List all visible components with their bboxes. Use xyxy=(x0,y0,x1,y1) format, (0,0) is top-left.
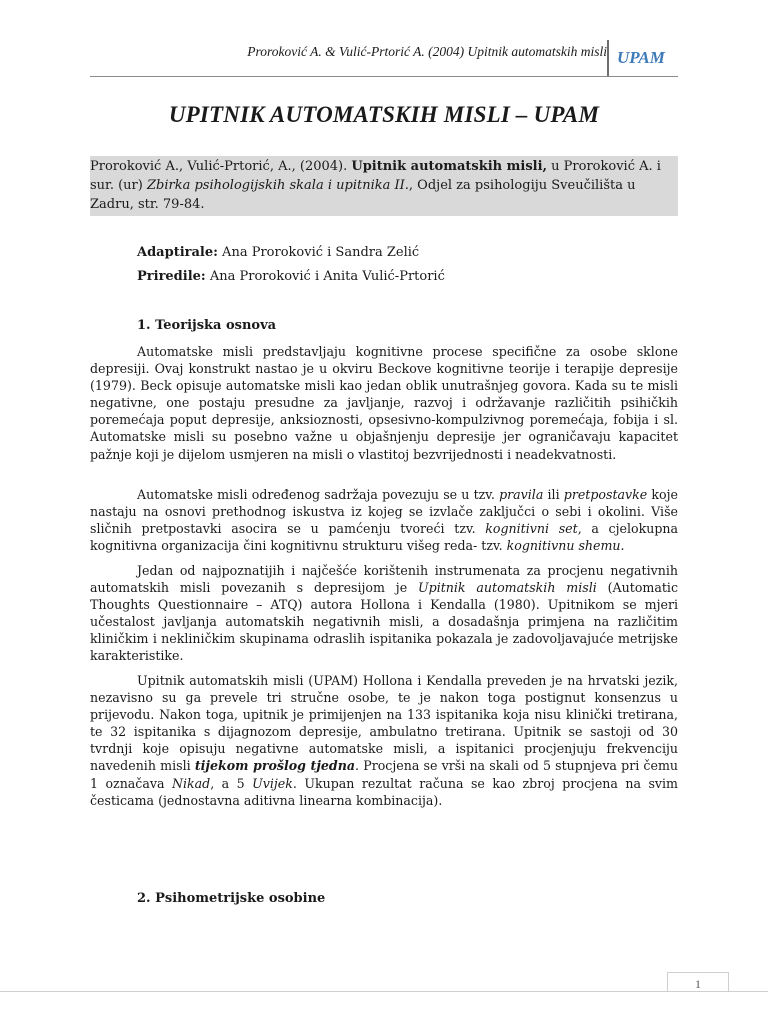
p4-term-tijekom: tijekom prošlog tjedna xyxy=(194,758,356,774)
header-rule xyxy=(90,76,678,77)
p2-term-pretpostavke: pretpostavke xyxy=(563,487,648,502)
p3-text-b: (Automatic Thoughts Questionnaire – ATQ) autora Hollona i Kendalla (1980). Upitnikom se mjeri učestalost javljanja automatskih negativnih misli, a dosadašnja primjena na različitim kliničkim i nekliničkim skupinama odraslih ispitanika pokazala je zadovoljavajuće metrijske karakteristike. xyxy=(90,580,678,664)
p3-term-upitnik: Upitnik automatskih misli xyxy=(418,580,597,596)
footer-rule xyxy=(0,991,768,992)
paragraph-1: Automatske misli predstavljaju kognitivne procese specifične za osobe sklone depresiji. Ovaj konstrukt nastao je u okviru Beckove kognitivne teorije i terapije depresije (1979). Beck opisuje automatske misli kao jedan oblik unutrašnjeg govora. Kada su te misli negativne, one postaju presudne za javljanje, razvoj i održavanje različitih psihičkih poremećaja poput depresije, anksioznosti, opsesivno-kompulzivnog poremećaja, fobija i sl. Automatske misli su posebno važne u objašnjenju depresije jer ograničavaju kapacitet pažnje koji je dijelom usmjeren na misli o vlastitoj bezvrijednosti i neadekvatnosti. xyxy=(90,344,678,462)
p2-text-c: koje nastaju na osnovi prethodnog iskustva iz kojeg se izvlače zaključci o sebi i okolini. Više sličnih pretpostavki asocira se u pamćenju tvoreći tzv. xyxy=(90,487,678,537)
p2-term-pravila: pravila xyxy=(499,487,544,502)
citation-rest: , Odjel za psihologiju Sveučilišta u Zadru, str. 79-84. xyxy=(90,178,636,212)
citation-work-title: Upitnik automatskih misli, xyxy=(351,159,548,174)
citation-book: Zbirka psihologijskih skala i upitnika II. xyxy=(146,178,409,193)
p2-term-kognitivni-set: kognitivni set xyxy=(485,521,578,537)
paragraph-4 xyxy=(90,672,678,809)
paragraph-2 xyxy=(90,486,678,554)
p4-text-d: . Ukupan rezultat računa se kao zbroj procjena na svim česticama (jednostavna aditivna linearna kombinacija). xyxy=(90,775,678,808)
p4-term-uvijek: Uvijek xyxy=(252,775,293,791)
citation-block xyxy=(90,156,678,216)
credit-prepared-label: Priredile: xyxy=(137,269,206,284)
p4-text-b: . Procjena se vrši na skali od 5 stupnjeva pri čemu 1 označava xyxy=(90,758,678,791)
section-heading-psychometric: 2. Psihometrijske osobine xyxy=(137,891,326,906)
p2-text-d: , a cjelokupna kognitivna organizacija čini kognitivnu strukturu višeg reda- tzv. xyxy=(90,521,678,554)
citation-middle: u Proroković A. i sur. (ur) xyxy=(90,159,661,193)
header-tag: UPAM xyxy=(617,48,665,67)
credit-adapted-label: Adaptirale: xyxy=(137,245,218,260)
paragraph-3 xyxy=(90,562,678,665)
credit-prepared xyxy=(137,269,445,284)
section-heading-theory: 1. Teorijska osnova xyxy=(137,318,277,333)
credit-prepared-value: Ana Proroković i Anita Vulić-Prtorić xyxy=(205,269,445,284)
citation-authors: Proroković A., Vulić-Prtorić, A., (2004). xyxy=(90,159,352,174)
p4-term-nikad: Nikad xyxy=(171,775,211,791)
page-number: 1 xyxy=(667,972,729,992)
header-divider xyxy=(607,40,609,77)
p4-text-a: Upitnik automatskih misli (UPAM) Hollona i Kendalla preveden je na hrvatski jezik, nezavisno su ga prevele tri stručne osobe, te je nakon toga postignut konsenzus u prijevodu. Nakon toga, upitnik je primijenjen na 133 ispitanika koja nisu klinički tretirana, te 32 ispitanika s dijagnozom depresije, ambulatno tretirana. Upitnik se sastoji od 30 tvrdnji koje opisuju negativne automatske misli, a ispitanici procjenjuju frekvenciju navedenih misli xyxy=(90,673,678,774)
running-header: Proroković A. & Vulić-Prtorić A. (2004) Upitnik automatskih misli xyxy=(247,44,607,59)
credit-adapted xyxy=(137,245,419,260)
p3-text-a: Jedan od najpoznatijih i najčešće korištenih instrumenata za procjenu negativnih automatskih misli povezanih s depresijom je xyxy=(90,563,678,596)
p2-text-a: Automatske misli određenog sadržaja povezuju se u tzv. xyxy=(137,487,500,502)
document-title: UPITNIK AUTOMATSKIH MISLI – UPAM xyxy=(168,102,600,127)
p2-term-kognitivna-shema: kognitivnu shemu. xyxy=(506,538,625,554)
p2-text-b: ili xyxy=(543,487,564,502)
p4-text-c: , a 5 xyxy=(210,775,253,791)
credit-adapted-value: Ana Proroković i Sandra Zelić xyxy=(217,245,420,260)
